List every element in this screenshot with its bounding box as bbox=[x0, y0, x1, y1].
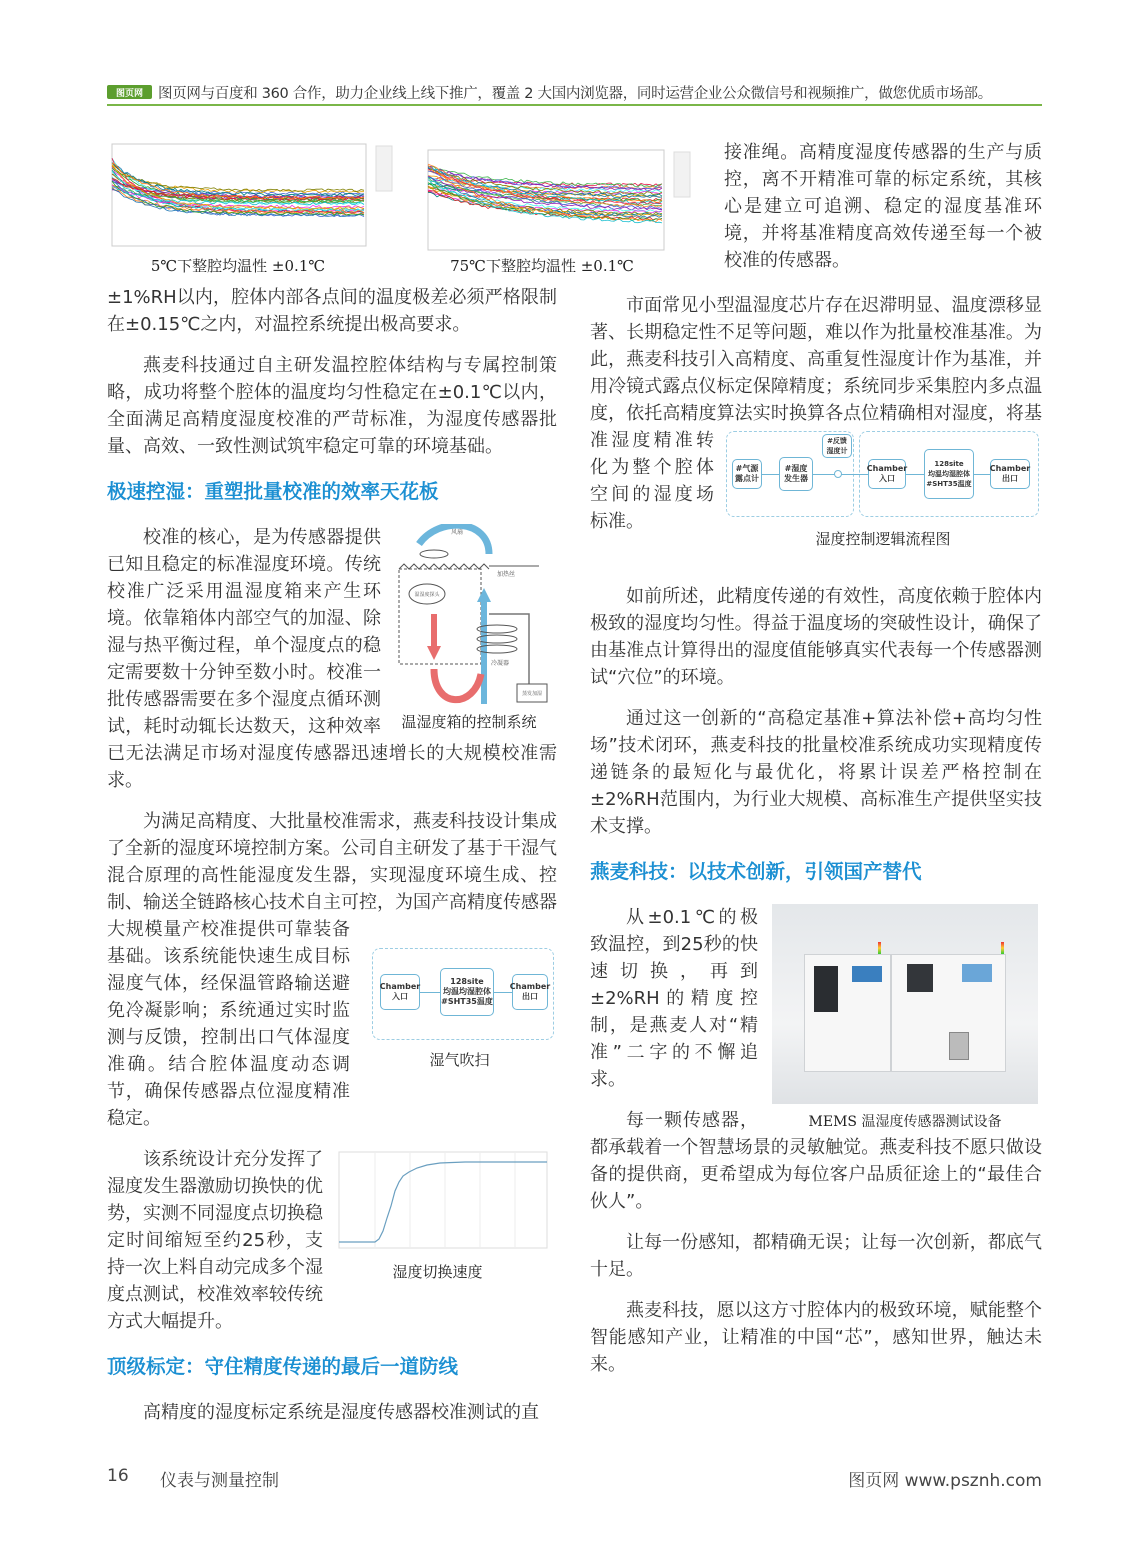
section-block bbox=[590, 292, 1042, 569]
humidifier-label: 蒸发加湿 bbox=[521, 691, 543, 697]
paragraph: 市面常见小型温湿度芯片存在迟滞明显、温度漂移显著、长期稳定性不足等问题，难以作为批量校准基准。为此，燕麦科技引入高精度、高重复性湿度计作为基准，并用冷镜式露点仪标定保障精度；系统同步采集腔内多点温度，依托高精度算法实时换算各点位精确相对湿度，将基准湿度精准转化为整个腔体空间的湿度场标准。 bbox=[590, 295, 1042, 532]
section-heading: 燕麦科技：以技术创新，引领国产替代 bbox=[590, 860, 922, 883]
paragraph: 高精度的湿度标定系统是湿度传感器校准测试的直 bbox=[143, 1402, 539, 1423]
figure-chart-5c bbox=[108, 140, 398, 280]
figure-humid-purge bbox=[362, 942, 557, 1082]
paragraph: 燕麦科技通过自主研发温控腔体结构与专属控制策略，成功将整个腔体的温度均匀性稳定在±0.1℃以内，全面满足高精度湿度校准的严苛标准，为湿度传感器批量、高效、一致性测试筑牢稳定可靠的环境基础。 bbox=[107, 355, 557, 457]
page-header bbox=[107, 80, 1042, 106]
figure-device-photo bbox=[772, 904, 1042, 1134]
figure-caption: 5℃下整腔均温性 ±0.1℃ bbox=[150, 257, 326, 275]
paragraph: 燕麦科技，愿以这方寸腔体内的极致环境，赋能整个智能感知产业，让精准的中国“芯”，感知世界，触达未来。 bbox=[590, 1300, 1042, 1375]
footer-site: 图页网 www.psznh.com bbox=[848, 1471, 1042, 1491]
chamber-diagram bbox=[389, 524, 549, 709]
journal-name: 仪表与测量控制 bbox=[160, 1471, 279, 1491]
probe-label: 温湿度探头 bbox=[414, 592, 440, 598]
paragraph: 校准的核心，是为传感器提供已知且稳定的标准湿度环境。传统校准广泛采用温湿度箱来产生环境。依靠箱体内部空气的加湿、除湿与热平衡过程，单个湿度点的稳定需要数十分钟至数小时。校准一批传感器需要在多个湿度点循环测试，耗时动辄长达数天，这种效率已无法满足市场对湿度传感器迅速增长的大规模校准需求。 bbox=[107, 527, 557, 791]
section-block bbox=[107, 1146, 557, 1335]
paragraph: 接准绳。高精度湿度传感器的生产与质控，离不开精准可靠的标定系统，其核心是建立可追溯、稳定的湿度基准环境，并将基准精度高效传递至每一个被校准的传感器。 bbox=[724, 142, 1042, 271]
figure-chamber bbox=[389, 524, 557, 736]
chamber-inlet-box: Chamber 入口 bbox=[868, 459, 906, 489]
test-equipment-photo bbox=[772, 904, 1038, 1104]
paragraph: ±1%RH以内，腔体内部各点间的温度极差必须严格限制在±0.15℃之内，对温控系统提出极高要求。 bbox=[107, 287, 557, 335]
uniformity-chart-5c bbox=[108, 140, 398, 255]
figure-caption: MEMS 温湿度传感器测试设备 bbox=[808, 1114, 1002, 1130]
chamber-outlet-box: Chamber 出口 bbox=[990, 459, 1030, 489]
paragraph: 如前所述，此精度传递的有效性，高度依赖于腔体内极致的湿度均匀性。得益于温度场的突破性设计，确保了由基准点计算得出的湿度值能够真实代表每一个传感器测试“穴位”的环境。 bbox=[590, 586, 1042, 688]
header-banner-text: 图页网与百度和 360 合作，助力企业线上线下推广，覆盖 2 大国内浏览器，同时运营企业公众微信号和视频推广，做您优质市场部。 bbox=[158, 85, 992, 102]
dewpoint-box: #气源 露点计 bbox=[732, 459, 762, 489]
figure-caption: 湿气吹扫 bbox=[429, 1051, 490, 1069]
figure-control-flow bbox=[724, 429, 1042, 569]
condenser-label: 冷凝器 bbox=[491, 660, 510, 667]
legend bbox=[376, 146, 392, 191]
paragraph: 每一颗传感器，都承载着一个智慧场景的灵敏触觉。燕麦科技不愿只做设备的提供商，更希望成为每位客户品质征途上的“最佳合伙人”。 bbox=[590, 1110, 1042, 1212]
section-block bbox=[590, 904, 1042, 1215]
section-heading: 顶级标定：守住精度传递的最后一道防线 bbox=[107, 1355, 459, 1378]
figure-caption: 湿度切换速度 bbox=[392, 1263, 483, 1281]
cavity-box: 128site 均温均湿腔体 #SHT35温度 bbox=[440, 968, 494, 1016]
figure-switch-speed bbox=[335, 1146, 557, 1291]
heater-label: 加热丝 bbox=[497, 571, 516, 578]
figure-caption: 75℃下整腔均温性 ±0.1℃ bbox=[450, 257, 634, 275]
cavity-box: 128site 均温均湿腔体 #SHT35温度 bbox=[924, 449, 974, 499]
section-block bbox=[107, 808, 557, 1132]
figure-caption: 温湿度箱的控制系统 bbox=[401, 713, 537, 731]
left-column bbox=[107, 284, 557, 1426]
fan-label: 风扇 bbox=[451, 529, 464, 536]
humidity-switch-chart bbox=[335, 1146, 550, 1256]
chamber-outlet-box: Chamber 出口 bbox=[512, 974, 548, 1010]
section-heading: 极速控湿：重塑批量校准的效率天花板 bbox=[107, 480, 439, 503]
generator-box: #湿度 发生器 bbox=[779, 457, 813, 491]
paragraph: 从±0.1℃的极致温控，到25秒的快速切换，再到±2%RH的精度控制，是燕麦人对“精准”二字的不懈追求。 bbox=[590, 907, 758, 1090]
chamber-inlet-box: Chamber 入口 bbox=[380, 974, 420, 1010]
feedback-box: #反馈 湿度计 bbox=[822, 434, 852, 458]
section-block bbox=[107, 524, 557, 794]
site-logo: 图页网 bbox=[107, 85, 152, 99]
paragraph: 让每一份感知，都精确无误；让每一次创新，都底气十足。 bbox=[590, 1232, 1042, 1280]
paragraph: 为满足高精度、大批量校准需求，燕麦科技设计集成了全新的湿度环境控制方案。公司自主研发了基于干湿气混合原理的高性能湿度发生器，实现湿度环境生成、控制、输送全链路核心技术自主可控，为国产高精度传感器大规模量产校准提供可靠装备基础。该系统能快速生成目标湿度气体，经保温管路输送避免冷凝影响；系统通过实时监测与反馈，控制出口气体湿度准确。结合腔体温度动态调节，确保传感器点位湿度精准稳定。 bbox=[107, 811, 557, 1129]
paragraph: 该系统设计充分发挥了湿度发生器激励切换快的优势，实测不同湿度点切换稳定时间缩短至约25秒，支持一次上料自动完成多个湿度点测试，校准效率较传统方式大幅提升。 bbox=[107, 1149, 323, 1332]
right-column bbox=[590, 139, 1042, 1378]
figure-caption: 湿度控制逻辑流程图 bbox=[815, 530, 951, 548]
page-number: 16 bbox=[107, 1466, 129, 1486]
paragraph: 通过这一创新的“高稳定基准+算法补偿+高均匀性场”技术闭环，燕麦科技的批量校准系统成功实现精度传递链条的最短化与最优化，将累计误差严格控制在±2%RH范围内，为行业大规模、高标准生产提供坚实技术支撑。 bbox=[590, 708, 1042, 837]
